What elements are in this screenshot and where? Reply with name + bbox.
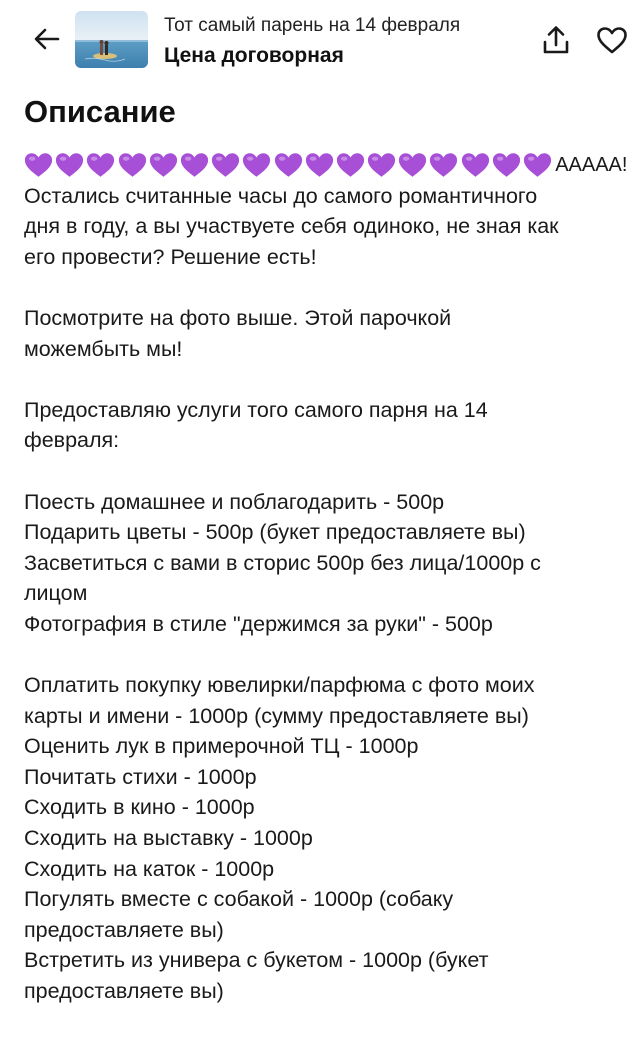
back-button[interactable] — [30, 22, 64, 56]
heart-outline-icon — [596, 26, 628, 54]
services-list-premium: Оплатить покупку ювелирки/парфюма с фото моих карты и имени - 1000р (сумму предоставляете вы) Оценить лук в примерочной ТЦ - 1000р Почитать стихи - 1000р Сходить в кино - 1000р Сходить на выставку - 1000р Сходить на каток - 1000р Погулять вместе с собакой - 1000р (собаку предоставляете вы) Встретить из универа с букетом - 1000р (букет предоставляете вы) — [24, 673, 535, 1004]
share-button[interactable] — [537, 22, 575, 58]
purple-heart-emoji — [336, 152, 365, 178]
listing-thumbnail[interactable] — [75, 11, 148, 68]
description-paragraph: Остались считанные часы до самого романтичного дня в году, а вы участвуете себя одиноко, не зная как его провести? Решение есть! — [24, 183, 559, 269]
description-paragraph: Предоставляю услуги того самого парня на 14 февраля: — [24, 397, 488, 453]
favorite-button[interactable] — [593, 22, 631, 58]
purple-heart-emoji — [492, 152, 521, 178]
purple-heart-emoji — [523, 152, 552, 178]
purple-heart-emoji — [305, 152, 334, 178]
purple-heart-emoji — [461, 152, 490, 178]
purple-heart-emoji — [55, 152, 84, 178]
purple-heart-emoji — [118, 152, 147, 178]
description-body — [24, 150, 632, 1007]
services-list-basic: Поесть домашнее и поблагодарить - 500р Подарить цветы - 500р (букет предоставляете вы) Засветиться с вами в сторис 500р без лица/1000р с лицом Фотография в стиле "держимся за руки" - 500р — [24, 489, 541, 636]
listing-header — [0, 0, 640, 80]
header-text — [164, 14, 524, 70]
listing-price: Цена договорная — [164, 44, 344, 67]
hearts-suffix: ААААА! — [555, 154, 628, 176]
purple-heart-emoji — [180, 152, 209, 178]
description-paragraph: Посмотрите на фото выше. Этой парочкой можембыть мы! — [24, 305, 452, 361]
description-heading: Описание — [24, 94, 176, 129]
arrow-left-icon — [34, 28, 60, 50]
purple-heart-emoji — [398, 152, 427, 178]
purple-heart-emoji — [274, 152, 303, 178]
purple-heart-emoji — [86, 152, 115, 178]
listing-title: Тот самый парень на 14 февраля — [164, 15, 461, 36]
share-icon — [542, 25, 570, 55]
purple-heart-emoji — [367, 152, 396, 178]
purple-heart-emoji — [211, 152, 240, 178]
purple-heart-emoji — [149, 152, 178, 178]
purple-heart-emoji — [242, 152, 271, 178]
hearts-line — [24, 150, 632, 181]
listing-photo-thumbnail — [75, 11, 148, 68]
purple-heart-emoji — [24, 152, 53, 178]
purple-heart-emoji — [429, 152, 458, 178]
